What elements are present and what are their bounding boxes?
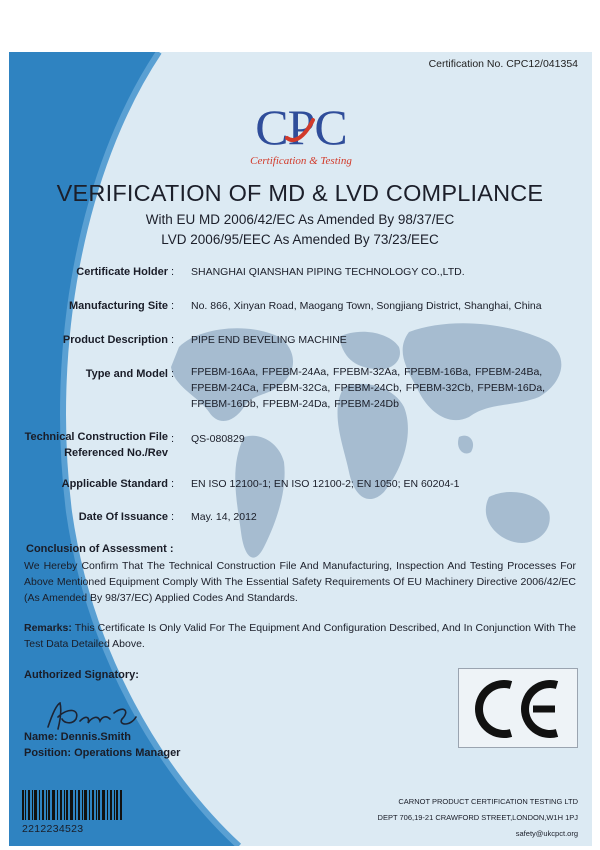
product-description-value: PIPE END BEVELING MACHINE xyxy=(191,334,347,346)
remarks-text: This Certificate Is Only Valid For The Equipment And Configuration Described, And In Conjunction With The Test Data Detailed Above. xyxy=(24,622,576,650)
manufacturing-site-value: No. 866, Xinyan Road, Maogang Town, Songjiang District, Shanghai, China xyxy=(191,300,542,312)
remarks-label: Remarks: xyxy=(24,622,72,634)
technical-file-value: QS-080829 xyxy=(191,433,245,445)
conclusion-label: Conclusion of Assessment : xyxy=(26,543,174,555)
authorized-signatory-label: Authorized Signatory: xyxy=(24,669,139,681)
logo-letters: CPC xyxy=(255,99,347,155)
model-line-3: FPEBM-16Db, FPEBM-24Da, FPEBM-24Db xyxy=(191,398,399,410)
technical-file-label-line-1: Technical Construction File xyxy=(24,431,168,443)
date-of-issuance-label: Date Of Issuance xyxy=(78,511,168,523)
applicable-standard-label: Applicable Standard xyxy=(61,478,168,490)
product-description-label: Product Description xyxy=(62,334,168,346)
logo-tagline: Certification & Testing xyxy=(250,155,352,167)
cpc-logo xyxy=(241,100,361,170)
ce-mark-icon xyxy=(459,669,579,749)
footer-email: safety@ukcpct.org xyxy=(515,829,578,838)
colon: : xyxy=(171,266,175,278)
technical-file-label-line-2: Referenced No./Rev xyxy=(64,447,168,459)
barcode xyxy=(22,790,122,820)
manufacturing-site-label: Manufacturing Site xyxy=(68,300,168,312)
conclusion-text: We Hereby Confirm That The Technical Construction File And Manufacturing, Inspection And Testing Processes For Above Mentioned Equipment Comply With The Essential Safety Requirements Of EU Machinery Directive 2006/42/EC (As Amended By 98/37/EC) Applied Codes And Standards. xyxy=(24,560,576,604)
colon: : xyxy=(171,368,175,380)
certificate-title: VERIFICATION OF MD & LVD COMPLIANCE xyxy=(56,180,544,206)
certificate-number: Certification No. CPC12/041354 xyxy=(428,58,578,70)
barcode-number: 2212234523 xyxy=(22,823,84,835)
certificate-holder-label: Certificate Holder xyxy=(76,266,168,278)
date-of-issuance-value: May. 14, 2012 xyxy=(191,511,257,523)
footer-company: CARNOT PRODUCT CERTIFICATION TESTING LTD xyxy=(398,797,578,806)
model-line-2: FPEBM-24Ca, FPEBM-32Ca, FPEBM-24Cb, FPEBM-32Cb, FPEBM-16Da, xyxy=(191,382,546,394)
applicable-standard-value: EN ISO 12100-1; EN ISO 12100-2; EN 1050; EN 60204-1 xyxy=(191,478,460,490)
colon: : xyxy=(171,478,175,490)
model-line-1: FPEBM-16Aa, FPEBM-24Aa, FPEBM-32Aa, FPEBM-16Ba, FPEBM-24Ba, xyxy=(191,366,543,378)
subtitle-line-1: With EU MD 2006/42/EC As Amended By 98/37/EC xyxy=(145,212,455,227)
ce-mark xyxy=(458,668,578,748)
type-and-model-label: Type and Model xyxy=(85,368,168,380)
colon: : xyxy=(171,511,175,523)
colon: : xyxy=(171,300,175,312)
colon: : xyxy=(171,433,175,445)
certificate-holder-value: SHANGHAI QIANSHAN PIPING TECHNOLOGY CO.,LTD. xyxy=(191,266,465,278)
remarks-block xyxy=(24,620,576,652)
logo-swoosh-icon xyxy=(281,114,321,154)
signatory-name: Name: Dennis.Smith xyxy=(24,731,131,743)
footer-address: DEPT 706,19-21 CRAWFORD STREET,LONDON,W1H 1PJ xyxy=(377,813,578,822)
subtitle-line-2: LVD 2006/95/EEC As Amended By 73/23/EEC xyxy=(161,232,439,247)
colon: : xyxy=(171,334,175,346)
signatory-position: Position: Operations Manager xyxy=(24,747,181,759)
